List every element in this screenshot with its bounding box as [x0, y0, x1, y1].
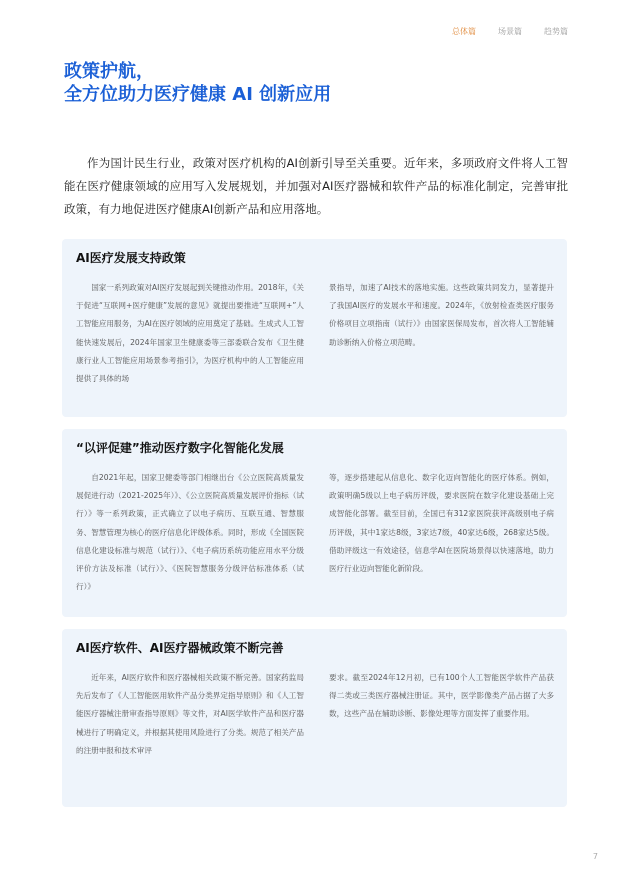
- nav-tab-scenarios[interactable]: 场景篇: [498, 27, 522, 36]
- page-title: [64, 60, 331, 106]
- top-navigation: [452, 26, 568, 37]
- page-title-line-1: 政策护航，: [64, 61, 154, 82]
- card-paragraph: 自2021年起，国家卫健委等部门相继出台《公立医院高质量发展促进行动（2021-2025年）》、《公立医院高质量发展评价指标（试行）》等一系列政策，正式确立了以电子病历、互联互通、智慧服务、智慧管理为核心的医疗信息化评级体系。同时，形成《全国医院信息化建设标准与规范（试行）》、《电子病历系统功能应用水平分级评价方法及标准（试行）》、《医院智慧服务分级评估标准体系（试行）》: [76, 473, 304, 592]
- policy-card-evaluation: [62, 429, 567, 617]
- card-paragraph: 近年来，AI医疗软件和医疗器械相关政策不断完善。国家药监局先后发布了《人工智能医用软件产品分类界定指导原则》和《人工智能医疗器械注册审查指导原则》等文件，对AI医学软件产品和医疗器械进行了明确定义，并根据其使用风险进行了分类。规范了相关产品的注册申报和技术审评: [76, 673, 304, 755]
- page-title-line-2: 全方位助力医疗健康 AI 创新应用: [64, 84, 332, 105]
- card-heading: AI医疗发展支持政策: [76, 251, 186, 265]
- card-heading: “以评促建”推动医疗数字化智能化发展: [76, 441, 284, 455]
- nav-tab-overview[interactable]: 总体篇: [452, 27, 476, 36]
- card-text-left: [76, 469, 304, 596]
- page-number: 7: [592, 852, 598, 861]
- nav-tab-trends[interactable]: 趋势篇: [544, 27, 568, 36]
- card-text-right: 等，逐步搭建起从信息化、数字化迈向智能化的医疗体系。例如，政策明确5级以上电子病历评级，要求医院在数字化建设基础上完成智能化部署。截至目前，全国已有312家医院获评高级别电子病历评级，其中1家达8级，3家达7级，40家达6级，268家达5级。借助评级这一有效途径，信息学AI在医院场景得以快速落地，助力医疗行业迈向智能化新阶段。: [329, 473, 554, 574]
- card-paragraph: 国家一系列政策对AI医疗发展起到关键推动作用。2018年，《关于促进“互联网+医疗健康”发展的意见》就提出要推进“互联网+”人工智能应用服务，为AI在医疗领域的应用奠定了基础。生成式人工智能快速发展后，2024年国家卫生健康委等三部委联合发布《卫生健康行业人工智能应用场景参考指引》，为医疗机构中的人工智能应用提供了具体的场: [76, 283, 304, 384]
- intro-paragraph: 作为国计民生行业，政策对医疗机构的AI创新引导至关重要。近年来，多项政府文件将人工智能在医疗健康领域的应用写入发展规划，并加强对AI医疗器械和软件产品的标准化制定，完善审批政策，有力地促进医疗健康AI创新产品和应用落地。: [64, 156, 568, 216]
- policy-card-support: [62, 239, 567, 417]
- policy-card-regulation: [62, 629, 567, 807]
- card-heading: AI医疗软件、AI医疗器械政策不断完善: [76, 641, 284, 655]
- card-text-right: 景指导，加速了AI技术的落地实施。这些政策共同发力，显著提升了我国AI医疗的发展水平和速度。2024年，《放射检查类医疗服务价格项目立项指南（试行）》由国家医保局发布，首次将人工智能辅助诊断纳入价格立项范畴。: [329, 283, 554, 347]
- card-text-left: [76, 279, 304, 388]
- card-text-left: [76, 669, 304, 760]
- card-text-right: 要求。截至2024年12月初，已有100个人工智能医学软件产品获得二类或三类医疗器械注册证。其中，医学影像类产品占据了大多数，这些产品在辅助诊断、影像处理等方面发挥了重要作用。: [329, 673, 554, 719]
